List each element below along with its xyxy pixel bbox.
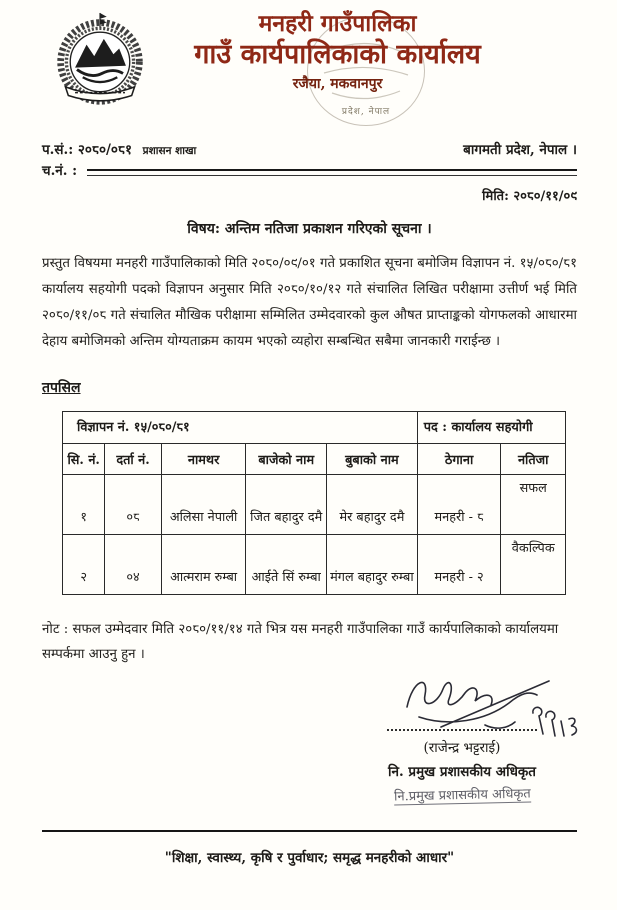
stamp-province-text: प्रदेश, नेपाल — [341, 107, 391, 117]
body-paragraph: प्रस्तुत विषयमा मनहरी गाउँपालिकाको मिति २०८०/०९/०१ गते प्रकाशित सूचना बमोजिम विज्ञापन नं. १५/०८०/८१ कार्यालय सहयोगी पदको विज्ञापन अनुसार मिति २०८०/१०/१२ गते संचालित लिखित परीक्षामा उत्तीर्ण भई मिति २०८०/११/०८ गते संचालित मौखिक परीक्षामा सम्मिलित उम्मेदवारको कुल औषत प्राप्ताङ्कको योगफलको आधारमा देहाय बमोजिमको अन्तिम योग्यताक्रम कायम भएको व्यहोरा सम्बन्धित सबैमा जानकारी गराईन्छ । — [42, 256, 577, 349]
office-name: गाउँ कार्यपालिकाको कार्यालय — [194, 38, 481, 70]
col-header-address: ठेगाना — [417, 443, 501, 474]
ref-department: प्रशासन शाखा — [142, 145, 197, 157]
letterhead-titles — [70, 10, 605, 93]
table-row — [63, 534, 566, 594]
signatory-title-stamp: नि.प्रमुख प्रशासकीय अधिकृत — [393, 783, 530, 805]
letter-date: मिति: २०८०/११/०९ — [482, 189, 577, 204]
col-header-sn: सि. नं. — [63, 443, 105, 474]
subject-line: विषय: अन्तिम नतिजा प्रकाशन गरिएको सूचना । — [187, 221, 432, 237]
cell-result: वैकल्पिक — [501, 534, 566, 594]
office-address: रजैया, मकवानपुर — [292, 76, 383, 93]
municipality-name: मनहरी गाउँपालिका — [258, 10, 417, 37]
cell-sn: १ — [63, 474, 105, 534]
dispatch-label: च.नं. : — [42, 163, 78, 179]
note-paragraph: नोट : सफल उम्मेदवार मिति २०८०/११/१४ गते भित्र यस मनहरी गाउँपालिका गाउँ कार्यपालिकाको कार्यालयमा सम्पर्कमा आउनु हुन । — [42, 621, 559, 663]
cell-grandfather: जित बहादुर दमै — [246, 474, 327, 534]
table-header-row — [63, 443, 566, 474]
col-header-reg: दर्ता नं. — [105, 443, 161, 474]
cell-address: मनहरी - ८ — [417, 474, 501, 534]
cell-father: मंगल बहादुर रुम्बा — [327, 534, 418, 594]
post-cell: पद : कार्यालय सहयोगी — [417, 411, 565, 443]
advert-row — [63, 411, 566, 443]
footer — [42, 830, 577, 866]
tapasil-heading: तपसिल — [42, 379, 81, 396]
reference-row — [42, 140, 577, 158]
footer-slogan: "शिक्षा, स्वास्थ्य, कृषि र पुर्वाधार; समृद्ध मनहरीको आधार" — [164, 850, 455, 866]
col-header-result: नतिजा — [501, 443, 566, 474]
province-line: बागमती प्रदेश, नेपाल । — [463, 142, 577, 158]
cell-name: आत्मराम रुम्बा — [161, 534, 246, 594]
header-divider-rule — [87, 169, 577, 176]
cell-sn: २ — [63, 534, 105, 594]
dispatch-row — [42, 161, 577, 179]
cell-grandfather: आईते सिं रुम्बा — [246, 534, 327, 594]
cell-name: अलिसा नेपाली — [161, 474, 246, 534]
signature-block — [347, 675, 577, 804]
ref-number — [42, 140, 196, 158]
advert-number-cell: विज्ञापन नं. १५/०८०/८१ — [63, 411, 418, 443]
ref-no-value: २०८०/०८१ — [77, 142, 132, 158]
signatory-title: नि. प्रमुख प्रशासकीय अधिकृत — [388, 763, 536, 780]
handwritten-signature — [389, 661, 589, 745]
col-header-name: नामथर — [161, 443, 246, 474]
cell-reg: ०८ — [105, 474, 161, 534]
table-row — [63, 474, 566, 534]
cell-father: मेर बहादुर दमै — [327, 474, 418, 534]
col-header-father: बुबाको नाम — [327, 443, 418, 474]
ref-label: प.सं.: — [42, 142, 74, 158]
cell-address: मनहरी - २ — [417, 534, 501, 594]
signatory-name: (राजेन्द्र भट्टराई) — [423, 739, 501, 756]
result-table — [62, 411, 566, 595]
cell-reg: ०४ — [105, 534, 161, 594]
cell-result: सफल — [501, 474, 566, 534]
letterhead — [42, 10, 577, 132]
col-header-grandfather: बाजेको नाम — [246, 443, 327, 474]
